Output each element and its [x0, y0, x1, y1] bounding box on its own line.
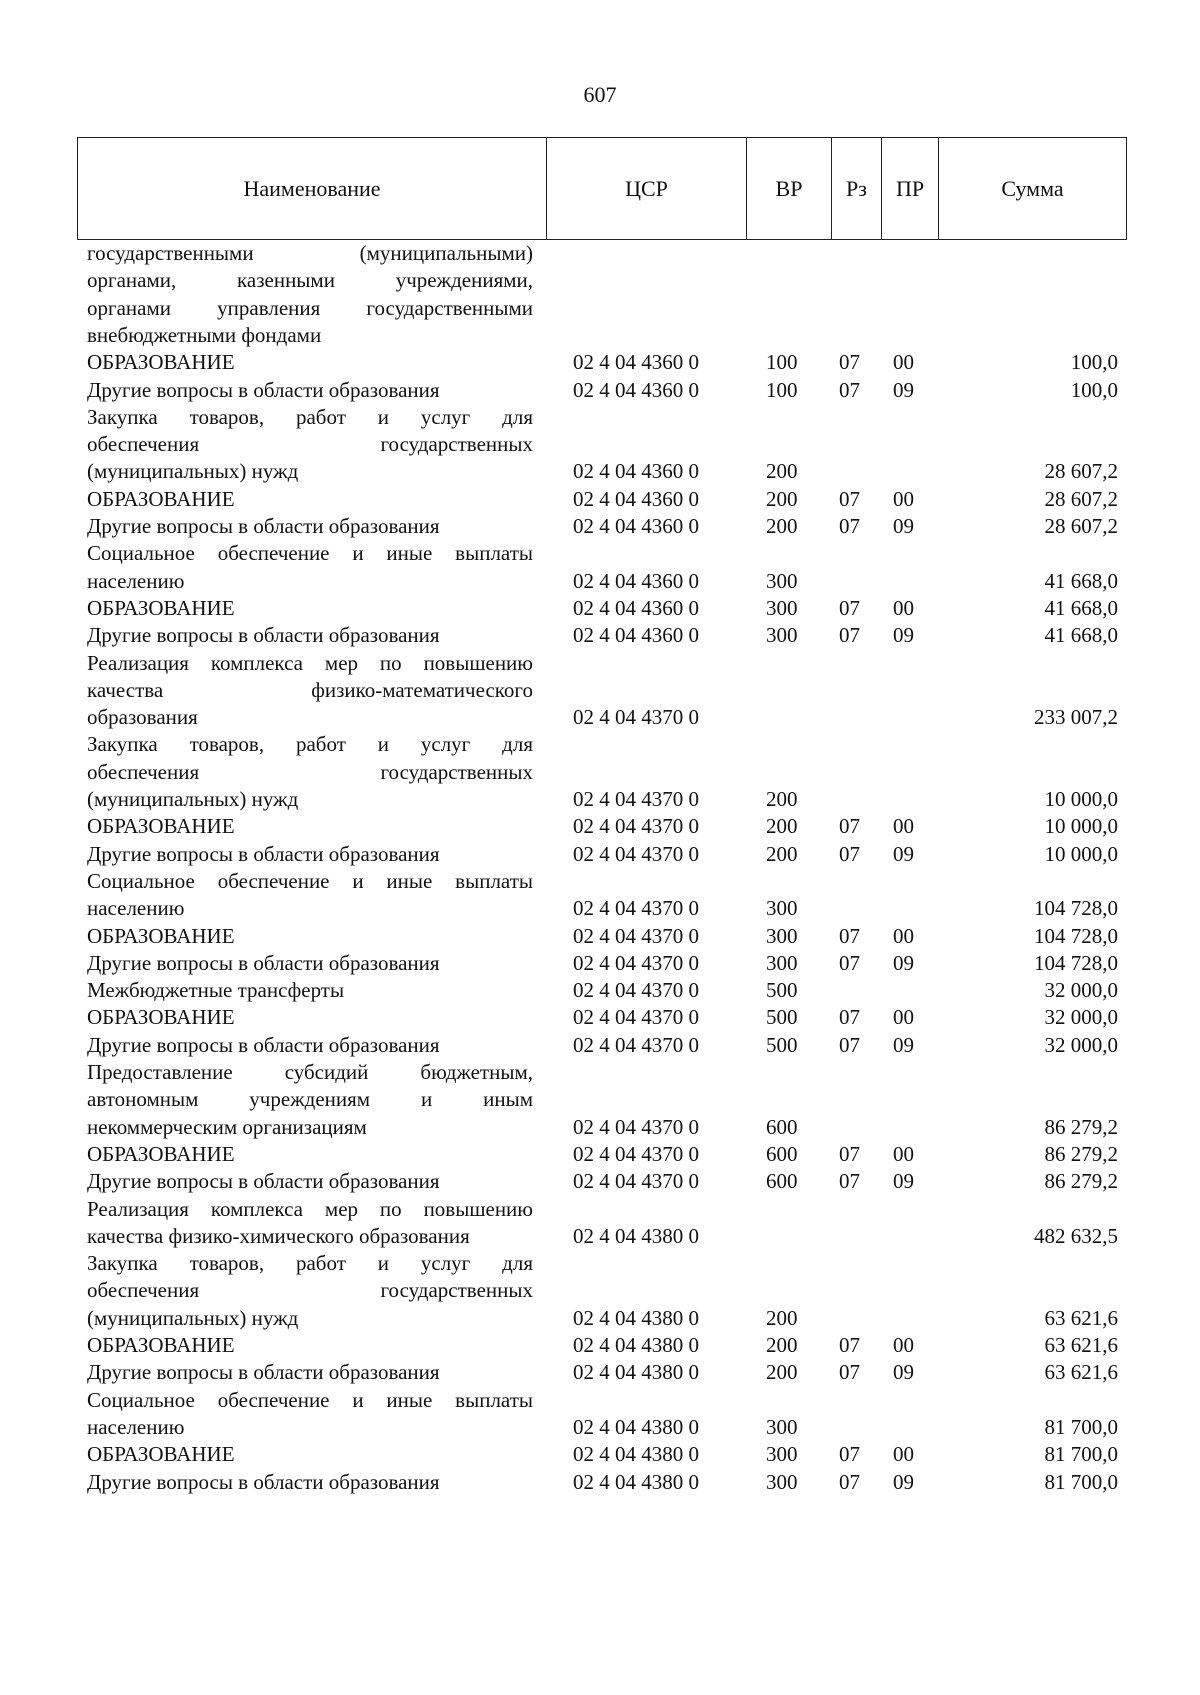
table-row — [0, 923, 1200, 950]
cell-csr: 02 4 04 4370 0 — [573, 978, 699, 1003]
table-row — [0, 813, 1200, 840]
row-name-line: Реализация комплекса мер по повышению — [87, 650, 533, 675]
header-csr: ЦСР — [546, 138, 746, 239]
row-name — [87, 377, 533, 404]
cell-rz: 07 — [839, 595, 860, 620]
cell-vr: 600 — [766, 1141, 798, 1166]
row-name-line: Другие вопросы в области образования — [87, 1469, 440, 1494]
cell-csr: 02 4 04 4370 0 — [573, 1032, 699, 1057]
cell-sum: 63 621,6 — [1044, 1333, 1118, 1357]
row-name-line: ОБРАЗОВАНИЕ — [87, 1333, 235, 1357]
row-name-line: Реализация комплекса мер по повышению — [87, 1196, 533, 1221]
cell-sum: 482 632,5 — [1034, 1223, 1118, 1248]
cell-vr: 300 — [766, 1469, 798, 1494]
row-name-line: государственными (муниципальными) — [87, 241, 533, 265]
cell-rz: 07 — [839, 486, 860, 511]
table-row — [0, 650, 1200, 732]
cell-sum: 10 000,0 — [1044, 814, 1118, 839]
row-name — [87, 404, 533, 486]
cell-rz: 07 — [839, 623, 860, 648]
row-name — [87, 923, 533, 950]
cell-rz: 07 — [839, 1360, 860, 1385]
cell-vr: 600 — [766, 1169, 798, 1194]
cell-pr: 09 — [893, 623, 914, 648]
cell-vr: 500 — [766, 978, 798, 1003]
cell-pr: 00 — [893, 1005, 914, 1030]
row-name-line: населению — [87, 896, 185, 921]
cell-sum: 233 007,2 — [1034, 705, 1118, 730]
cell-sum: 104 728,0 — [1034, 896, 1118, 921]
cell-csr: 02 4 04 4370 0 — [573, 896, 699, 921]
table-row — [0, 540, 1200, 595]
row-name — [87, 349, 533, 376]
table-row — [0, 622, 1200, 649]
cell-csr: 02 4 04 4360 0 — [573, 486, 699, 511]
page-number: 607 — [583, 82, 617, 107]
row-name-line: Закупка товаров, работ и услуг для — [87, 1251, 533, 1276]
cell-sum: 81 700,0 — [1044, 1442, 1118, 1467]
cell-sum: 86 279,2 — [1044, 1114, 1118, 1139]
cell-csr: 02 4 04 4380 0 — [573, 1333, 699, 1357]
header-rz: Рз — [831, 138, 881, 239]
row-name — [87, 1168, 533, 1195]
cell-vr: 200 — [766, 1360, 798, 1385]
cell-vr: 300 — [766, 1442, 798, 1467]
cell-pr: 09 — [893, 841, 914, 866]
cell-sum: 104 728,0 — [1034, 923, 1118, 948]
cell-rz: 07 — [839, 1442, 860, 1467]
cell-sum: 41 668,0 — [1044, 595, 1118, 620]
cell-csr: 02 4 04 4360 0 — [573, 350, 699, 375]
row-name — [87, 1141, 533, 1168]
cell-vr: 300 — [766, 623, 798, 648]
cell-sum: 86 279,2 — [1044, 1169, 1118, 1194]
table-row — [0, 1332, 1200, 1359]
cell-sum: 100,0 — [1070, 350, 1118, 375]
row-name-line: Социальное обеспечение и иные выплаты — [87, 868, 533, 893]
cell-rz: 07 — [839, 841, 860, 866]
cell-sum: 28 607,2 — [1044, 486, 1118, 511]
header-pr: ПР — [881, 138, 938, 239]
table-row — [0, 513, 1200, 540]
cell-csr: 02 4 04 4370 0 — [573, 1005, 699, 1030]
cell-pr: 00 — [893, 1141, 914, 1166]
cell-vr: 300 — [766, 896, 798, 921]
row-name-line: ОБРАЗОВАНИЕ — [87, 486, 235, 511]
row-name-line: автономным учреждениям и иным — [87, 1087, 533, 1112]
cell-rz: 07 — [839, 950, 860, 975]
header-name: Наименование — [243, 175, 381, 201]
cell-csr: 02 4 04 4380 0 — [573, 1414, 699, 1439]
row-name — [87, 1441, 533, 1468]
table-row — [0, 404, 1200, 486]
cell-vr: 500 — [766, 1005, 798, 1030]
table-row — [0, 595, 1200, 622]
cell-pr: 00 — [893, 595, 914, 620]
cell-pr: 00 — [893, 923, 914, 948]
row-name — [87, 1359, 533, 1386]
cell-vr: 300 — [766, 1414, 798, 1439]
row-name-line: качества физико-химического образования — [87, 1223, 470, 1248]
cell-vr: 200 — [766, 514, 798, 538]
row-name — [87, 240, 533, 349]
row-name-line: Межбюджетные трансферты — [87, 978, 345, 1003]
cell-csr: 02 4 04 4370 0 — [573, 814, 699, 839]
cell-rz: 07 — [839, 350, 860, 375]
cell-csr: 02 4 04 4360 0 — [573, 377, 699, 402]
row-name — [87, 1250, 533, 1332]
cell-sum: 10 000,0 — [1044, 786, 1118, 811]
row-name-line: Социальное обеспечение и иные выплаты — [87, 1387, 533, 1412]
cell-pr: 00 — [893, 486, 914, 511]
cell-vr: 300 — [766, 595, 798, 620]
header-sum: Сумма — [938, 138, 1126, 239]
row-name — [87, 1387, 533, 1442]
header-vr: ВР — [746, 138, 831, 239]
cell-csr: 02 4 04 4360 0 — [573, 459, 699, 484]
cell-vr: 600 — [766, 1114, 798, 1139]
row-name-line: Другие вопросы в области образования — [87, 1032, 440, 1057]
row-name — [87, 731, 533, 813]
table-row — [0, 1250, 1200, 1332]
cell-sum: 28 607,2 — [1044, 514, 1118, 538]
row-name-line: Предоставление субсидий бюджетным, — [87, 1060, 533, 1084]
row-name — [87, 1196, 533, 1251]
row-name-line: ОБРАЗОВАНИЕ — [87, 350, 235, 375]
row-name-line: ОБРАЗОВАНИЕ — [87, 1005, 235, 1030]
row-name-line: ОБРАЗОВАНИЕ — [87, 814, 235, 839]
row-name-line: некоммерческим организациям — [87, 1114, 367, 1139]
cell-vr: 300 — [766, 568, 798, 593]
table-row — [0, 1387, 1200, 1442]
row-name-line: обеспечения государственных — [87, 432, 533, 457]
cell-rz: 07 — [839, 1141, 860, 1166]
cell-rz: 07 — [839, 923, 860, 948]
table-row — [0, 1441, 1200, 1468]
row-name-line: Закупка товаров, работ и услуг для — [87, 732, 533, 757]
cell-rz: 07 — [839, 814, 860, 839]
table-row — [0, 1059, 1200, 1141]
row-name — [87, 841, 533, 868]
cell-sum: 81 700,0 — [1044, 1414, 1118, 1439]
cell-vr: 100 — [766, 377, 798, 402]
table-header — [77, 137, 1127, 240]
cell-sum: 41 668,0 — [1044, 568, 1118, 593]
row-name-line: Социальное обеспечение и иные выплаты — [87, 541, 533, 566]
cell-sum: 10 000,0 — [1044, 841, 1118, 866]
table-row — [0, 841, 1200, 868]
cell-sum: 63 621,6 — [1044, 1305, 1118, 1330]
row-name — [87, 813, 533, 840]
cell-rz: 07 — [839, 377, 860, 402]
cell-csr: 02 4 04 4380 0 — [573, 1305, 699, 1330]
row-name-line: Другие вопросы в области образования — [87, 950, 440, 975]
row-name — [87, 513, 533, 540]
row-name-line: населению — [87, 568, 185, 593]
row-name-line: Другие вопросы в области образования — [87, 514, 440, 538]
cell-pr: 00 — [893, 350, 914, 375]
table-row — [0, 377, 1200, 404]
row-name — [87, 650, 533, 732]
cell-vr: 200 — [766, 814, 798, 839]
row-name-line: ОБРАЗОВАНИЕ — [87, 923, 235, 948]
cell-pr: 09 — [893, 377, 914, 402]
row-name-line: качества физико-математического — [87, 677, 533, 702]
table-row — [0, 1469, 1200, 1496]
cell-vr: 300 — [766, 950, 798, 975]
cell-vr: 200 — [766, 459, 798, 484]
row-name-line: Другие вопросы в области образования — [87, 1169, 440, 1194]
cell-rz: 07 — [839, 1469, 860, 1494]
row-name-line: внебюджетными фондами — [87, 322, 322, 347]
cell-csr: 02 4 04 4380 0 — [573, 1360, 699, 1385]
cell-pr: 09 — [893, 514, 914, 538]
cell-csr: 02 4 04 4370 0 — [573, 705, 699, 730]
row-name — [87, 868, 533, 923]
cell-sum: 100,0 — [1070, 377, 1118, 402]
cell-vr: 300 — [766, 923, 798, 948]
cell-vr: 200 — [766, 841, 798, 866]
cell-csr: 02 4 04 4360 0 — [573, 514, 699, 538]
row-name-line: Другие вопросы в области образования — [87, 377, 440, 402]
row-name-line: населению — [87, 1414, 185, 1439]
cell-rz: 07 — [839, 1005, 860, 1030]
row-name-line: ОБРАЗОВАНИЕ — [87, 595, 235, 620]
table-row — [0, 731, 1200, 813]
table-row — [0, 240, 1200, 349]
cell-rz: 07 — [839, 1032, 860, 1057]
cell-csr: 02 4 04 4370 0 — [573, 923, 699, 948]
row-name — [87, 540, 533, 595]
row-name — [87, 1059, 533, 1141]
row-name-line: образования — [87, 705, 198, 730]
cell-csr: 02 4 04 4360 0 — [573, 568, 699, 593]
cell-csr: 02 4 04 4370 0 — [573, 841, 699, 866]
cell-sum: 41 668,0 — [1044, 623, 1118, 648]
cell-rz: 07 — [839, 514, 860, 538]
cell-sum: 32 000,0 — [1044, 1032, 1118, 1057]
row-name-line: обеспечения государственных — [87, 759, 533, 784]
cell-pr: 09 — [893, 1360, 914, 1385]
row-name-line: Другие вопросы в области образования — [87, 1360, 440, 1385]
row-name — [87, 1032, 533, 1059]
cell-vr: 100 — [766, 350, 798, 375]
cell-sum: 63 621,6 — [1044, 1360, 1118, 1385]
cell-pr: 09 — [893, 1469, 914, 1494]
cell-pr: 09 — [893, 1032, 914, 1057]
cell-vr: 200 — [766, 786, 798, 811]
row-name-line: Другие вопросы в области образования — [87, 623, 440, 648]
row-name — [87, 622, 533, 649]
row-name — [87, 486, 533, 513]
row-name — [87, 1332, 533, 1359]
cell-pr: 00 — [893, 1442, 914, 1467]
row-name-line: (муниципальных) нужд — [87, 459, 299, 484]
table-row — [0, 1196, 1200, 1251]
row-name-line: (муниципальных) нужд — [87, 786, 299, 811]
row-name-line: (муниципальных) нужд — [87, 1305, 299, 1330]
cell-pr: 00 — [893, 814, 914, 839]
row-name — [87, 977, 533, 1004]
row-name-line: обеспечения государственных — [87, 1278, 533, 1303]
table-row — [0, 486, 1200, 513]
cell-sum: 86 279,2 — [1044, 1141, 1118, 1166]
row-name-line: ОБРАЗОВАНИЕ — [87, 1141, 235, 1166]
cell-csr: 02 4 04 4380 0 — [573, 1223, 699, 1248]
row-name — [87, 1004, 533, 1031]
cell-csr: 02 4 04 4380 0 — [573, 1469, 699, 1494]
cell-pr: 09 — [893, 950, 914, 975]
cell-csr: 02 4 04 4370 0 — [573, 950, 699, 975]
cell-sum: 32 000,0 — [1044, 978, 1118, 1003]
cell-pr: 09 — [893, 1169, 914, 1194]
cell-sum: 28 607,2 — [1044, 459, 1118, 484]
table-row — [0, 1141, 1200, 1168]
row-name-line: Закупка товаров, работ и услуг для — [87, 404, 533, 429]
row-name-line: Другие вопросы в области образования — [87, 841, 440, 866]
cell-vr: 500 — [766, 1032, 798, 1057]
row-name-line: органами управления государственными — [87, 295, 533, 320]
cell-sum: 104 728,0 — [1034, 950, 1118, 975]
cell-csr: 02 4 04 4370 0 — [573, 1141, 699, 1166]
cell-vr: 200 — [766, 1333, 798, 1357]
table-row — [0, 1168, 1200, 1195]
cell-csr: 02 4 04 4370 0 — [573, 1169, 699, 1194]
row-name — [87, 950, 533, 977]
cell-csr: 02 4 04 4360 0 — [573, 595, 699, 620]
table-row — [0, 1032, 1200, 1059]
row-name-line: ОБРАЗОВАНИЕ — [87, 1442, 235, 1467]
table-row — [0, 1359, 1200, 1386]
table-row — [0, 349, 1200, 376]
cell-sum: 32 000,0 — [1044, 1005, 1118, 1030]
table-row — [0, 950, 1200, 977]
row-name — [87, 595, 533, 622]
cell-csr: 02 4 04 4370 0 — [573, 786, 699, 811]
row-name-line: органами, казенными учреждениями, — [87, 268, 533, 293]
cell-csr: 02 4 04 4380 0 — [573, 1442, 699, 1467]
cell-vr: 200 — [766, 486, 798, 511]
cell-csr: 02 4 04 4360 0 — [573, 623, 699, 648]
cell-csr: 02 4 04 4370 0 — [573, 1114, 699, 1139]
cell-pr: 00 — [893, 1333, 914, 1357]
cell-vr: 200 — [766, 1305, 798, 1330]
table-row — [0, 977, 1200, 1004]
cell-sum: 81 700,0 — [1044, 1469, 1118, 1494]
table-row — [0, 1004, 1200, 1031]
cell-rz: 07 — [839, 1169, 860, 1194]
row-name — [87, 1469, 533, 1496]
table-row — [0, 868, 1200, 923]
cell-rz: 07 — [839, 1333, 860, 1357]
